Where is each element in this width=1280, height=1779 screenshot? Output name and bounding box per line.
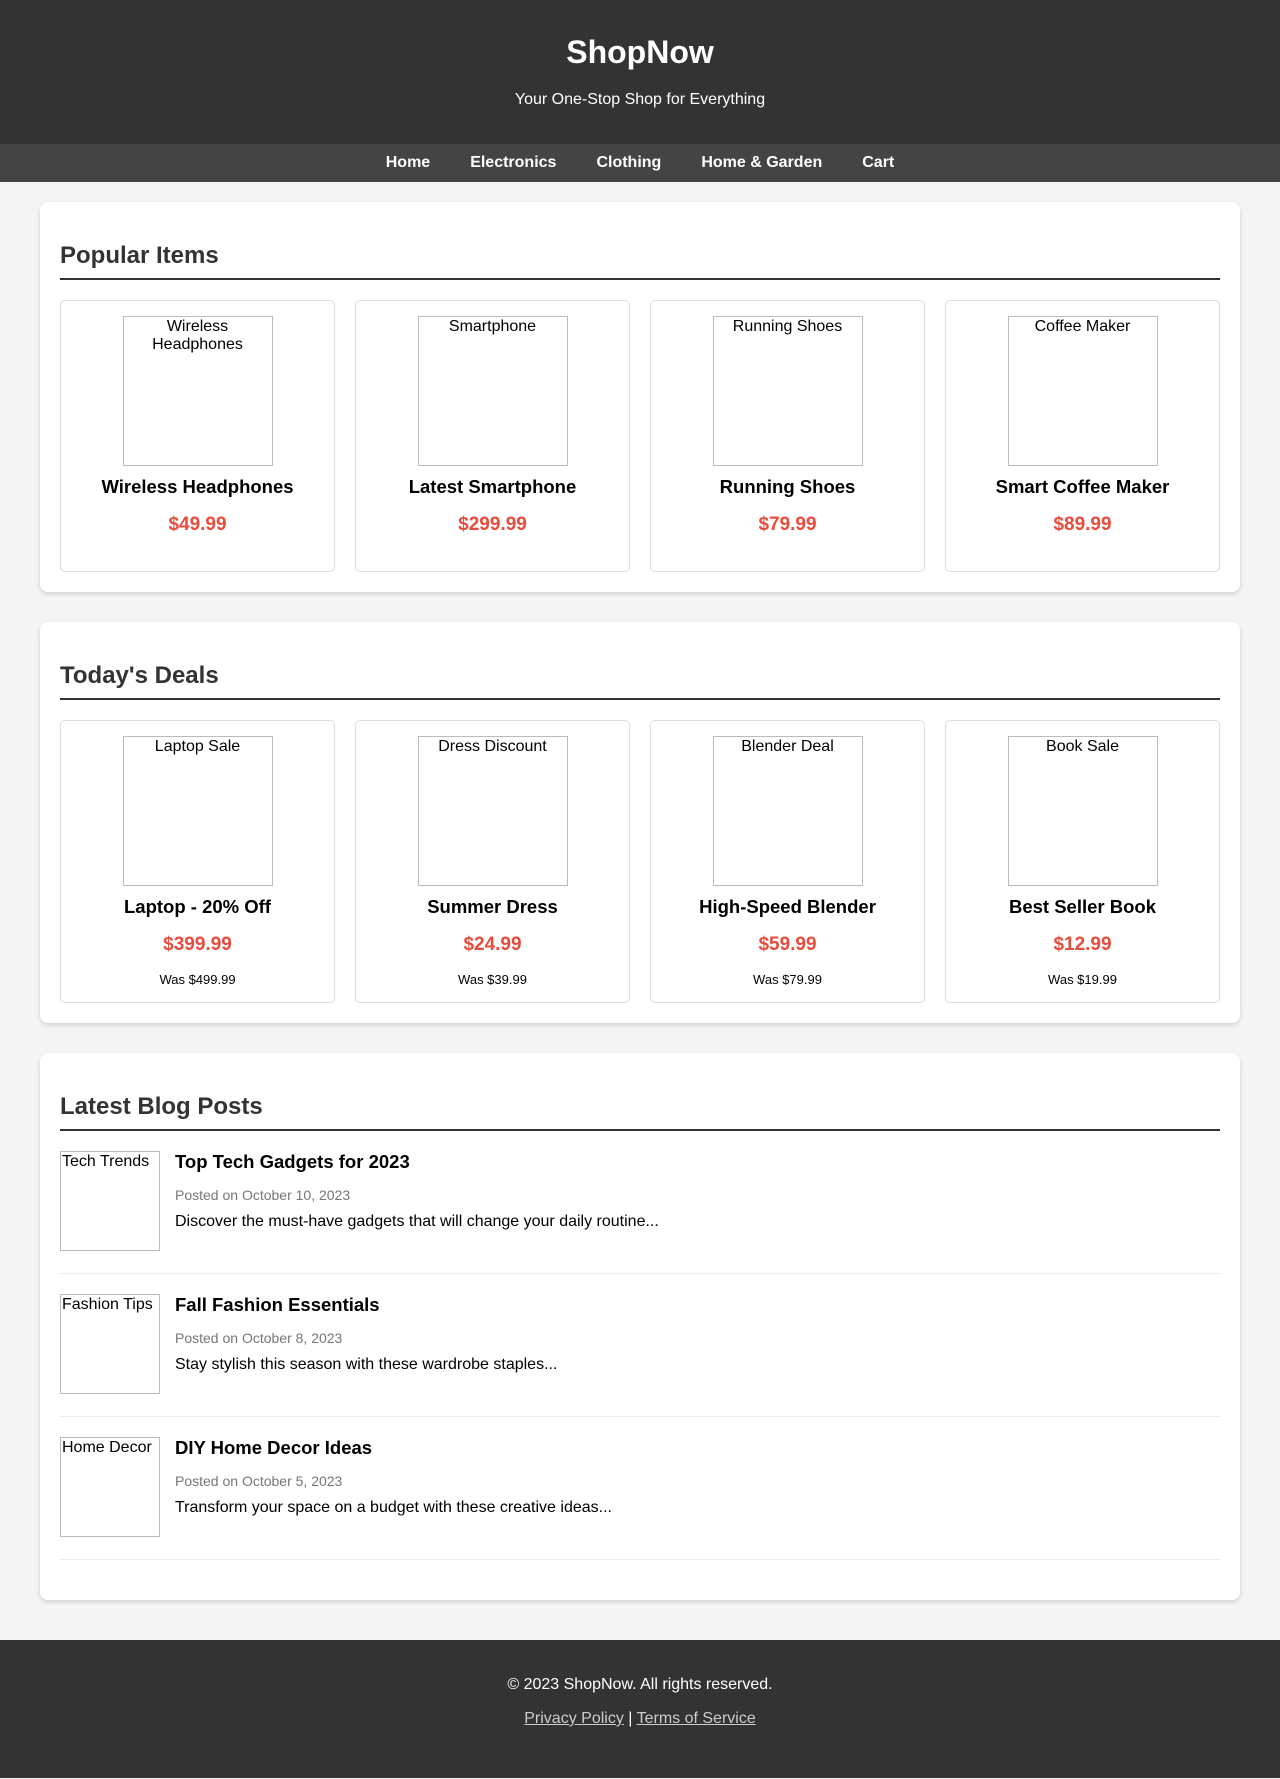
product-name[interactable]: Laptop - 20% Off [124,896,271,917]
image-alt-text: Book Sale [1046,738,1119,755]
popular-items-section [40,202,1240,592]
product-name[interactable]: Latest Smartphone [408,476,577,497]
image-alt-text: Smartphone [448,318,537,335]
product-image[interactable] [713,736,863,886]
product-card[interactable] [355,720,630,1003]
product-price: $12.99 [1053,934,1112,955]
product-price: $89.99 [1053,514,1112,535]
product-image[interactable] [418,316,568,466]
original-price: Was $79.99 [753,972,822,987]
blog-image[interactable] [60,1437,160,1537]
privacy-link[interactable]: Privacy Policy [524,1710,624,1727]
product-card[interactable] [945,300,1220,572]
image-alt-text: Wireless Headphones [152,318,243,353]
product-price: $299.99 [458,514,527,535]
product-card[interactable] [60,300,335,572]
blog-excerpt: Discover the must-have gadgets that will change your daily routine... [175,1213,659,1230]
product-image[interactable] [123,316,273,466]
product-price: $399.99 [163,934,232,955]
blog-image[interactable] [60,1294,160,1394]
product-price: $24.99 [463,934,522,955]
terms-link[interactable]: Terms of Service [636,1710,756,1727]
product-name[interactable]: Smart Coffee Maker [995,476,1170,497]
original-price: Was $499.99 [159,972,236,987]
todays-deals-section [40,622,1240,1023]
original-price: Was $39.99 [458,972,527,987]
product-card[interactable] [650,720,925,1003]
blog-date: Posted on October 5, 2023 [175,1473,343,1489]
product-price: $49.99 [168,514,227,535]
blog-date: Posted on October 8, 2023 [175,1330,343,1346]
image-alt-text: Dress Discount [438,738,547,755]
main-nav [0,144,1280,182]
nav-electronics[interactable]: Electronics [470,154,557,171]
nav-cart[interactable]: Cart [862,154,895,171]
blog-date: Posted on October 10, 2023 [175,1187,351,1203]
product-name[interactable]: High-Speed Blender [699,896,876,917]
product-image[interactable] [1008,736,1158,886]
site-footer [0,1640,1280,1778]
product-image[interactable] [1008,316,1158,466]
nav-clothing[interactable]: Clothing [596,154,662,171]
blog-image[interactable] [60,1151,160,1251]
product-card[interactable] [60,720,335,1003]
copyright: © 2023 ShopNow. All rights reserved. [507,1676,773,1693]
product-image[interactable] [418,736,568,886]
blog-excerpt: Transform your space on a budget with these creative ideas... [175,1499,612,1516]
image-alt-text: Coffee Maker [1034,318,1131,335]
blog-title[interactable]: Top Tech Gadgets for 2023 [175,1151,410,1172]
image-alt-text: Fashion Tips [62,1296,153,1313]
nav-home-garden[interactable]: Home & Garden [701,154,823,171]
blog-post [60,1437,1220,1560]
image-alt-text: Home Decor [62,1439,152,1456]
separator: | [623,1710,637,1727]
blog-post [60,1151,1220,1274]
tagline: Your One-Stop Shop for Everything [514,91,766,108]
product-card[interactable] [945,720,1220,1003]
section-title: Popular Items [60,242,1220,280]
blog-section [40,1053,1240,1600]
section-title: Latest Blog Posts [60,1093,1220,1131]
original-price: Was $19.99 [1048,972,1117,987]
product-card[interactable] [650,300,925,572]
product-price: $59.99 [758,934,817,955]
blog-title[interactable]: DIY Home Decor Ideas [175,1437,373,1458]
blog-post [60,1294,1220,1417]
product-name[interactable]: Summer Dress [427,896,558,917]
site-title: ShopNow [566,34,714,70]
section-title: Today's Deals [60,662,1220,700]
product-image[interactable] [713,316,863,466]
site-header [0,0,1280,144]
image-alt-text: Tech Trends [62,1153,150,1170]
image-alt-text: Blender Deal [741,738,834,755]
product-price: $79.99 [758,514,817,535]
product-name[interactable]: Wireless Headphones [101,476,294,497]
product-name[interactable]: Best Seller Book [1008,896,1157,917]
blog-title[interactable]: Fall Fashion Essentials [175,1294,380,1315]
product-card[interactable] [355,300,630,572]
product-name[interactable]: Running Shoes [719,476,856,497]
product-image[interactable] [123,736,273,886]
image-alt-text: Laptop Sale [154,738,241,755]
image-alt-text: Running Shoes [732,318,843,335]
blog-excerpt: Stay stylish this season with these wardrobe staples... [175,1356,558,1373]
nav-home[interactable]: Home [385,154,431,171]
